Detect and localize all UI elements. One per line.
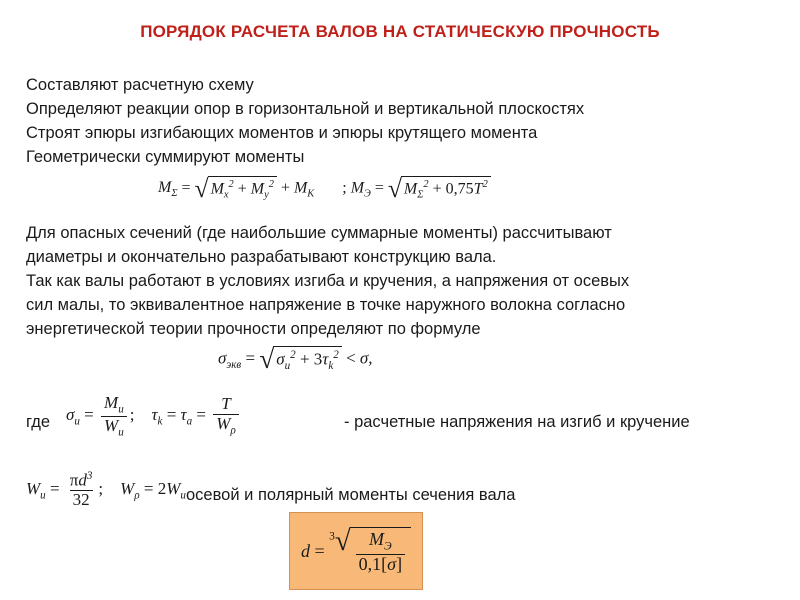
step-item: Составляют расчетную схему [26,76,254,94]
where-label: где [26,413,51,431]
stress-definitions [26,392,786,462]
step-item: Геометрически суммируют моменты [26,148,305,166]
steps-list [26,73,786,169]
paragraph-2 [26,221,786,341]
text-line: Так как валы работают в условиях изгиба и кручения, а напряжения от осевых [26,272,630,290]
slide-title: ПОРЯДОК РАСЧЕТА ВАЛОВ НА СТАТИЧЕСКУЮ ПРОЧНОСТЬ [140,22,660,41]
modulus-description: осевой и полярный моменты сечения вала [186,486,516,504]
text-line: энергетической теории прочности определяют по формуле [26,320,481,338]
stress-formula: $\sigma_и$ = $\frac{M_и}{W_и}$ ; $\tau_k = \tau_a$ = $\frac{T}{W_\rho}$ [66,394,242,438]
moment-formula: $M_\Sigma$ = √ $M_x^2 + M_y^2$ + $M_K$ ; $M_Э$ = √ $M_\Sigma^2 + 0,75T^2$ [158,176,491,212]
text-line: сил малы, то эквивалентное напряжение в точке наружного волокна согласно [26,296,626,314]
step-item: Определяют реакции опор в горизонтальной и вертикальной плоскостях [26,100,585,118]
text-line: Для опасных сечений (где наибольшие суммарные моменты) рассчитывают [26,224,612,242]
text-line: диаметры и окончательно разрабатывают конструкцию вала. [26,248,497,266]
diameter-formula-box: d = $^3$√ $\frac{M_Э}{0,1[\sigma]}$ [289,512,423,590]
step-item: Строят эпюры изгибающих моментов и эпюры крутящего момента [26,124,538,142]
equivalent-stress-formula: $\sigma_{экв}$ = √ $\sigma_и^2 + 3\tau_k^2$ < σ, [218,344,373,374]
stress-description: - расчетные напряжения на изгиб и кручение [344,413,690,431]
modulus-formula: $W_и$ = $\frac{\pi d^3}{32}$ ; $W_\rho = 2W_и$ [26,470,186,510]
